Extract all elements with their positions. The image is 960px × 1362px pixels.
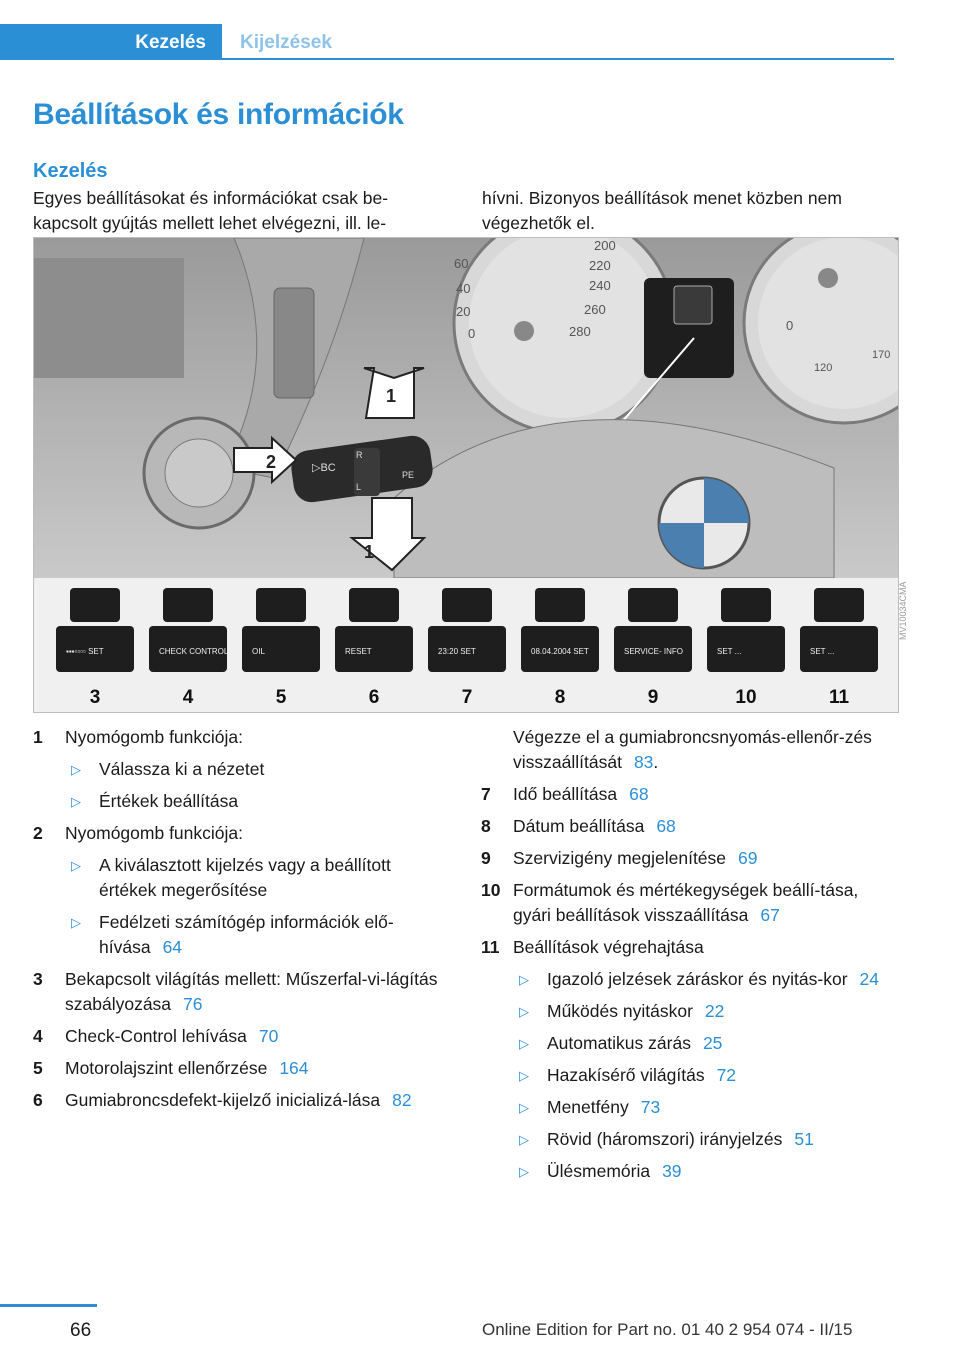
legend-subitem [481, 1095, 901, 1120]
legend-subitem [33, 757, 443, 782]
panel-label: OIL [252, 647, 265, 656]
legend-text: Formátumok és mértékegységek beállí-tása, gyári beállítások visszaállítása [513, 880, 859, 925]
page-reference-link[interactable]: 76 [183, 994, 203, 1014]
bullet-triangle-icon: ▷ [519, 1068, 529, 1083]
svg-text:200: 200 [594, 238, 616, 253]
legend-number: 6 [33, 1090, 43, 1110]
header-tabs [0, 24, 894, 60]
page-reference-link[interactable]: 24 [859, 969, 880, 989]
legend-subitem [33, 853, 443, 903]
svg-text:60: 60 [454, 256, 469, 271]
legend-text: Ülésmemória [547, 1161, 651, 1181]
legend-item [33, 821, 443, 846]
legend-item [481, 846, 901, 871]
legend-item [481, 814, 901, 839]
page-reference-link[interactable]: 72 [716, 1065, 737, 1085]
tab-kijelzesek[interactable]: Kijelzések [240, 32, 332, 53]
svg-text:20: 20 [456, 304, 471, 319]
legend-subitem [481, 967, 901, 992]
legend-text: Fedélzeti számítógép információk elő-hívása [99, 912, 394, 957]
page-reference-link[interactable]: 73 [640, 1097, 661, 1117]
svg-text:R: R [356, 450, 363, 460]
legend-number: 4 [33, 1026, 43, 1046]
panel-number: 4 [182, 687, 194, 708]
legend-text: Szervizigény megjelenítése [513, 848, 727, 868]
page-reference-link[interactable]: 70 [258, 1026, 279, 1046]
panel-icon-box [814, 588, 864, 622]
legend-text: Nyomógomb funkciója: [65, 823, 243, 843]
bullet-triangle-icon: ▷ [71, 794, 81, 809]
panel-icon-box [442, 588, 492, 622]
panel-icon-box [349, 588, 399, 622]
legend-item [481, 935, 901, 960]
legend-number: 3 [33, 969, 43, 989]
legend-right [481, 725, 901, 1191]
legend-item [33, 1056, 443, 1081]
legend-text: Nyomógomb funkciója: [65, 727, 243, 747]
panel-number: 10 [735, 687, 757, 708]
legend-text: Motorolajszint ellenőrzése [65, 1058, 268, 1078]
panel-label: ▪▪▪▫▫▫▫ SET [66, 647, 104, 656]
panel-number: 6 [368, 687, 380, 708]
legend-text: Automatikus zárás [547, 1033, 691, 1053]
legend-item-continued [481, 725, 901, 775]
figure-code: MV10034CMA [898, 581, 908, 640]
legend-text: Dátum beállítása [513, 816, 645, 836]
bullet-triangle-icon: ▷ [519, 1100, 529, 1115]
page-reference-link[interactable]: 82 [392, 1090, 412, 1110]
legend-item [33, 1088, 443, 1113]
page-number: 66 [70, 1320, 92, 1341]
legend-number: 9 [481, 848, 491, 868]
svg-text:▷BC: ▷BC [312, 462, 336, 474]
legend-number: 1 [33, 727, 43, 747]
page-reference-link[interactable]: 25 [702, 1033, 723, 1053]
svg-text:220: 220 [589, 258, 611, 273]
panel-icon-box [256, 588, 306, 622]
legend-item [33, 1024, 443, 1049]
legend-text: Rövid (háromszori) irányjelzés [547, 1129, 783, 1149]
panel-label: CHECK CONTROL [159, 647, 229, 656]
page-reference-link[interactable]: 68 [629, 784, 649, 804]
legend-number: 8 [481, 816, 491, 836]
footer-rule [0, 1304, 97, 1307]
legend-left [33, 725, 443, 1120]
legend-text: Idő beállítása [513, 784, 618, 804]
panel-label: SERVICE- INFO [624, 647, 683, 656]
dashboard-figure [33, 237, 899, 713]
svg-text:120: 120 [814, 362, 833, 374]
legend-number: 2 [33, 823, 43, 843]
legend-text: Válassza ki a nézetet [99, 759, 265, 779]
panel-icon-box [721, 588, 771, 622]
page-reference-link[interactable]: 51 [794, 1129, 814, 1149]
legend-subitem [481, 1127, 901, 1152]
legend-subitem [481, 1159, 901, 1184]
tab-kezeles[interactable]: Kezelés [0, 24, 222, 60]
bullet-triangle-icon: ▷ [519, 972, 529, 987]
svg-text:170: 170 [872, 349, 891, 361]
intro-right: hívni. Bizonyos beállítások menet közben nem végezhetők el. [482, 188, 842, 233]
panel-number: 11 [828, 687, 850, 708]
bullet-triangle-icon: ▷ [519, 1036, 529, 1051]
svg-text:0: 0 [468, 326, 476, 341]
bullet-triangle-icon: ▷ [519, 1164, 529, 1179]
legend-item [33, 725, 443, 750]
legend-number: 10 [481, 880, 501, 900]
panel-label: RESET [345, 647, 372, 656]
legend-item [33, 967, 443, 1017]
legend-subitem [481, 999, 901, 1024]
legend-text: Menetfény [547, 1097, 629, 1117]
bullet-triangle-icon: ▷ [519, 1004, 529, 1019]
legend-text: Beállítások végrehajtása [513, 937, 704, 957]
page-reference-link[interactable]: 22 [704, 1001, 725, 1021]
bullet-triangle-icon: ▷ [71, 762, 81, 777]
panel-icon-box [535, 588, 585, 622]
svg-text:280: 280 [569, 324, 591, 339]
legend-number: 7 [481, 784, 491, 804]
svg-text:0: 0 [786, 318, 794, 333]
legend-number: 5 [33, 1058, 43, 1078]
panel-number: 7 [461, 687, 473, 708]
panel-label: 08.04.2004 SET [531, 647, 589, 656]
svg-text:1: 1 [386, 386, 397, 406]
panel-icon-box [163, 588, 213, 622]
legend-text: Működés nyitáskor [547, 1001, 693, 1021]
edition-text: Online Edition for Part no. 01 40 2 954 074 - II/15 [482, 1320, 853, 1339]
panel-number: 8 [554, 687, 566, 708]
legend-subitem [33, 789, 443, 814]
svg-text:2: 2 [266, 452, 277, 472]
bullet-triangle-icon: ▷ [71, 858, 81, 873]
legend-text: Igazoló jelzések záráskor és nyitás-kor [547, 969, 848, 989]
svg-text:1: 1 [364, 542, 375, 562]
legend-item [481, 782, 901, 807]
section-heading: Kezelés [33, 160, 108, 182]
page-reference-link[interactable]: 69 [738, 848, 758, 868]
header-rule [0, 58, 894, 60]
page-title: Beállítások és információk [33, 98, 404, 131]
legend-subitem [481, 1031, 901, 1056]
page-reference-link[interactable]: 164 [279, 1058, 309, 1078]
legend-item [481, 878, 901, 928]
legend-text: Végezze el a gumiabroncsnyomás-ellenőr-zés visszaállítását [513, 727, 872, 772]
legend-text: Check-Control lehívása [65, 1026, 247, 1046]
panel-label: SET ... [717, 647, 742, 656]
svg-text:L: L [356, 482, 362, 492]
panel-icon-box [628, 588, 678, 622]
legend-text: Gumiabroncsdefekt-kijelző inicializá-lása [65, 1090, 381, 1110]
page-reference-link[interactable]: 67 [760, 905, 780, 925]
legend-text: Értékek beállítása [99, 791, 239, 811]
page-reference-link[interactable]: 83 [633, 752, 654, 772]
panel-number: 5 [275, 687, 287, 708]
panel-number: 3 [89, 687, 101, 708]
legend-number: 11 [481, 937, 500, 957]
panel-label: 23:20 SET [438, 647, 476, 656]
svg-text:260: 260 [584, 302, 606, 317]
legend-subitem [33, 910, 443, 960]
legend-text: Bekapcsolt világítás mellett: Műszerfal-vi-lágítás szabályozása [65, 969, 438, 1014]
dashboard-illustration [34, 238, 898, 712]
bullet-triangle-icon: ▷ [519, 1132, 529, 1147]
panel-number: 9 [647, 687, 659, 708]
page-reference-link[interactable]: 64 [162, 937, 183, 957]
page-reference-link[interactable]: 68 [656, 816, 676, 836]
svg-text:PE: PE [402, 470, 415, 480]
svg-text:240: 240 [589, 278, 611, 293]
panel-label: SET ... [810, 647, 835, 656]
legend-suffix: . [653, 752, 659, 772]
page-reference-link[interactable]: 39 [662, 1161, 682, 1181]
legend-text: Hazakísérő világítás [547, 1065, 705, 1085]
bullet-triangle-icon: ▷ [71, 915, 81, 930]
svg-text:40: 40 [456, 281, 471, 296]
legend-text: A kiválasztott kijelzés vagy a beállított értékek megerősítése [99, 855, 391, 900]
intro-left: Egyes beállításokat és információkat csak be-kapcsolt gyújtás mellett lehet elvégezni, ill. le- [33, 188, 389, 233]
panel-icon-box [70, 588, 120, 622]
legend-subitem [481, 1063, 901, 1088]
